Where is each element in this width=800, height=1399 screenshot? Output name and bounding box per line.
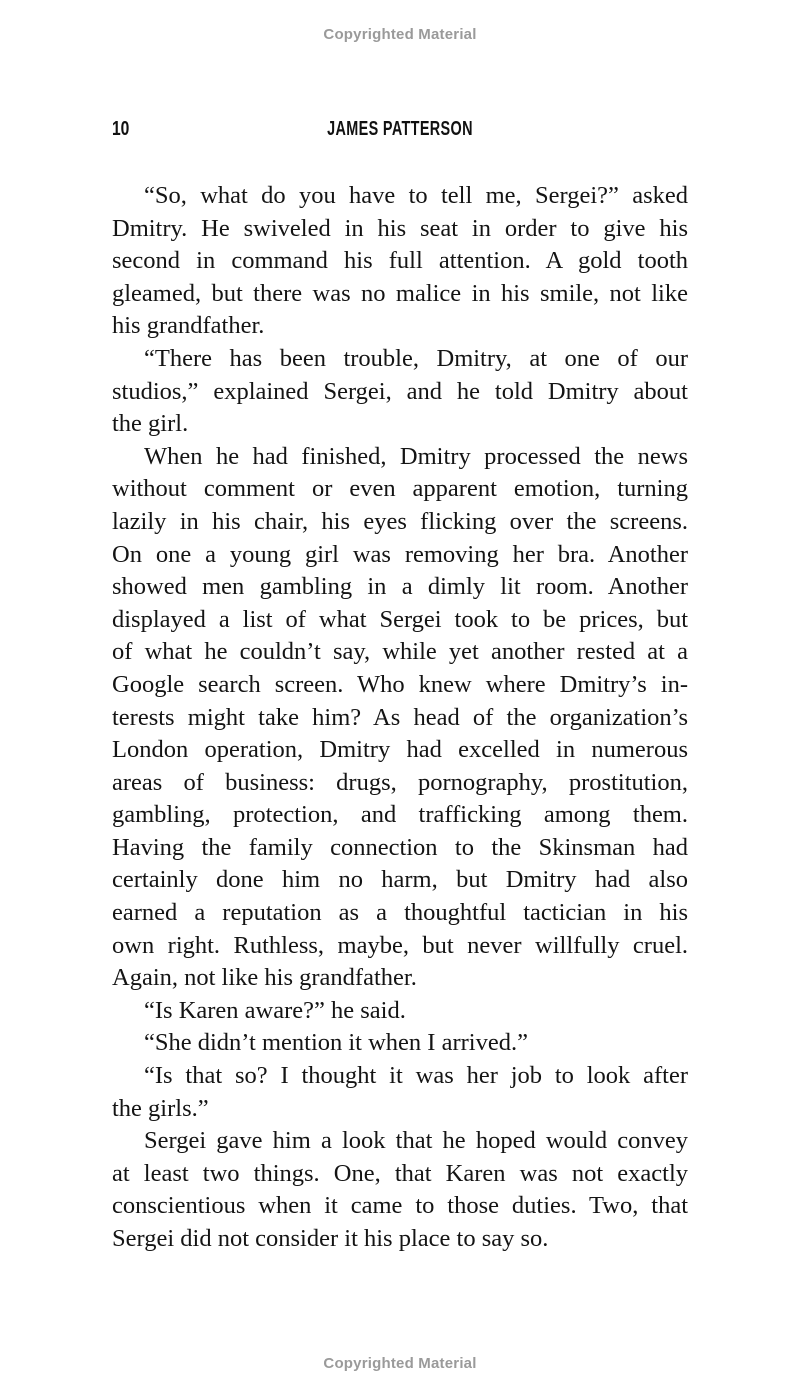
paragraph — [112, 180, 688, 343]
text-line: Google search screen. Who knew where Dmitry’s in- — [112, 670, 688, 698]
text-line: showed men gambling in a dimly lit room. Another — [112, 573, 688, 601]
paragraph — [112, 995, 688, 1028]
text-line: Dmitry. He swiveled in his seat in order to give his — [112, 214, 688, 242]
text-line: the girls.” — [112, 1094, 209, 1122]
text-line: areas of business: drugs, pornography, prostitution, — [112, 768, 688, 796]
text-line: “Is that so? I thought it was her job to look after — [144, 1062, 688, 1090]
text-line: without comment or even apparent emotion, turning — [112, 475, 688, 503]
body-text — [112, 180, 688, 1256]
text-line: Having the family connection to the Skinsman had — [112, 833, 688, 861]
text-line: lazily in his chair, his eyes flicking over the screens. — [112, 507, 688, 535]
paragraph — [112, 343, 688, 441]
paragraph — [112, 1125, 688, 1255]
text-line: Again, not like his grandfather. — [112, 964, 417, 992]
text-line: On one a young girl was removing her bra. Another — [112, 540, 688, 568]
text-line: “There has been trouble, Dmitry, at one of our — [144, 344, 688, 372]
text-line: his grandfather. — [112, 312, 265, 340]
paragraph — [112, 441, 688, 995]
text-line: second in command his full attention. A gold tooth — [112, 247, 688, 275]
text-line: Sergei gave him a look that he hoped would convey — [144, 1127, 688, 1155]
paragraph — [112, 1060, 688, 1125]
text-line: own right. Ruthless, maybe, but never willfully cruel. — [112, 931, 688, 959]
text-line: “Is Karen aware?” he said. — [144, 996, 406, 1024]
text-line: studios,” explained Sergei, and he told Dmitry about — [112, 377, 688, 405]
text-line: terests might take him? As head of the organization’s — [112, 703, 688, 731]
running-head-author: JAMES PATTERSON — [327, 118, 473, 140]
text-line: of what he couldn’t say, while yet another rested at a — [112, 638, 688, 666]
text-line: certainly done him no harm, but Dmitry had also — [112, 866, 688, 894]
text-line: “So, what do you have to tell me, Sergei?” asked — [144, 182, 688, 209]
copyright-watermark-bottom: Copyrighted Material — [323, 1355, 477, 1372]
text-line: “She didn’t mention it when I arrived.” — [144, 1029, 528, 1057]
running-head — [112, 118, 688, 144]
text-line: Sergei did not consider it his place to say so. — [112, 1225, 549, 1252]
paragraph — [112, 1027, 688, 1060]
text-line: When he had finished, Dmitry processed the news — [144, 442, 688, 470]
copyright-watermark-top: Copyrighted Material — [323, 26, 477, 43]
text-line: London operation, Dmitry had excelled in numerous — [112, 736, 688, 764]
text-line: at least two things. One, that Karen was not exactly — [112, 1159, 688, 1187]
page-number: 10 — [112, 118, 130, 140]
text-line: conscientious when it came to those duties. Two, that — [112, 1192, 688, 1220]
text-line: the girl. — [112, 410, 189, 438]
text-line: gambling, protection, and trafficking among them. — [112, 801, 688, 829]
text-line: gleamed, but there was no malice in his smile, not like — [112, 279, 688, 307]
text-line: displayed a list of what Sergei took to be prices, but — [112, 605, 688, 633]
text-line: earned a reputation as a thoughtful tactician in his — [112, 899, 688, 927]
